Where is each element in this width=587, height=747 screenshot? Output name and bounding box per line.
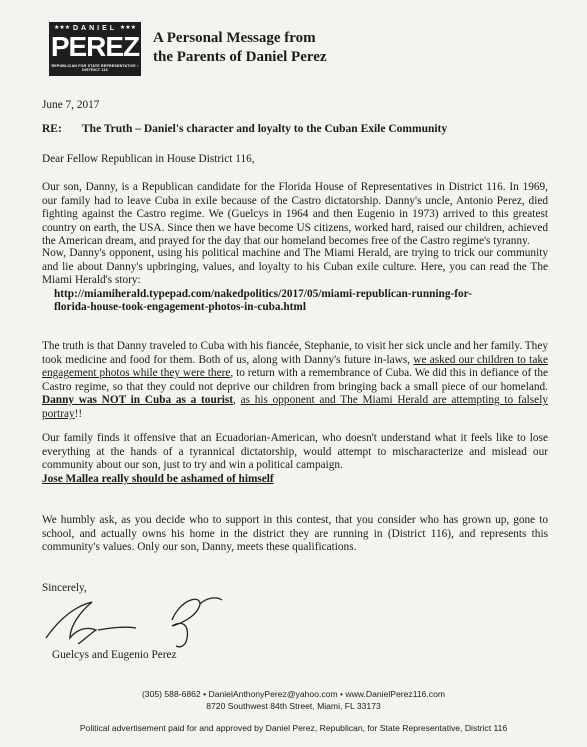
paragraph-3-text: !!	[74, 407, 83, 420]
paragraph-4	[42, 432, 548, 486]
bold-not-tourist: Danny was NOT in Cuba as a tourist	[42, 394, 234, 407]
logo-first-name: DANIEL	[72, 25, 118, 32]
contact-address: 8720 Southwest 84th Street, Miami, FL 33173	[206, 701, 381, 711]
logo-tagline: REPUBLICAN FOR STATE REPRESENTATIVE • DISTRICT 116	[51, 64, 139, 72]
paragraph-3-text: The truth is that Danny traveled to Cuba with his fiancée, Stephanie, to visit her sick uncle and her family. They took medicine and food for them. Both of us, along with Danny's future in-laws,	[42, 340, 548, 366]
star-icon: ★★★	[54, 25, 71, 31]
star-icon: ★★★	[119, 25, 136, 31]
article-link-line-1: http://miamiherald.typepad.com/nakedpolitics/2017/05/miami-republican-running-for-	[54, 287, 473, 300]
underlined-engagement-photos: we asked our children to take engagement photos while they were there	[42, 353, 548, 380]
paragraph-3-text: , to return with a remembrance of Cuba. We did this in defiance of the Castro regime, so that they could not deprive our children from bringing back a small piece of our homeland.	[42, 367, 548, 393]
paragraph-4-text: Our family finds it offensive that an Ecuadorian-American, who doesn't understand what it feels like to lose everything at the hands of a tyrannical dictatorship, would attempt to mischaracterize and mislead our community about our son, just to try and win a political campaign.	[42, 432, 548, 472]
article-link-line-2: florida-house-took-engagement-photos-in-cuba.html	[54, 301, 306, 314]
paragraph-3	[42, 340, 548, 422]
campaign-logo	[49, 22, 141, 76]
subject-text: The Truth – Daniel's character and loyalty to the Cuban Exile Community	[82, 123, 448, 135]
salutation: Dear Fellow Republican in House District 116,	[42, 153, 255, 165]
letter-date: June 7, 2017	[42, 99, 100, 111]
paragraph-1: Our son, Danny, is a Republican candidate for the Florida House of Representatives in District 116. In 1969, our family had to leave Cuba in exile because of the Castro dictatorship. Danny's uncle, Antonio Perez, died fighting against the Castro regime. We (Guelcys in 1964 and then Eugenio in 1973) arrived to this greatest country on earth, the USA. Since then we have become US citizens, worked hard, raised our children, achieved the American dream, and prayed for the day that our homeland becomes free of the Castro regime's tyranny.	[42, 181, 548, 248]
article-link	[42, 288, 548, 315]
bold-ashamed-statement: Jose Mallea really should be ashamed of himself	[42, 472, 274, 485]
heading-line-2: the Parents of Daniel Perez	[153, 49, 327, 65]
subject-line	[42, 123, 548, 137]
contact-line-1: (305) 588-6862 • DanielAnthonyPerez@yahoo.com • www.DanielPerez116.com	[141, 689, 446, 699]
subject-label: RE:	[42, 123, 62, 135]
contact-info	[0, 688, 587, 712]
paragraph-2	[42, 247, 548, 315]
letter-heading	[153, 29, 327, 67]
paragraph-2-text: Now, Danny's opponent, using his political machine and The Miami Herald, are trying to trick our community and lie about Danny's upbringing, values, and loyalty to his Cuban exile culture. Here, you can read the The Miami Herald's story:	[42, 247, 548, 287]
political-disclaimer: Political advertisement paid for and approved by Daniel Perez, Republican, for State Representative, District 116	[79, 723, 508, 733]
logo-last-name: PEREZ	[50, 31, 140, 62]
paragraph-3-text: ,	[233, 394, 241, 407]
underlined-falsely-portray: as his opponent and The Miami Herald are attempting to falsely portray	[42, 394, 548, 420]
closing: Sincerely,	[42, 582, 87, 594]
heading-line-1: A Personal Message from	[153, 30, 316, 46]
handwritten-signature	[40, 590, 250, 650]
paragraph-5: We humbly ask, as you decide who to support in this contest, that you consider who has grown up, gone to school, and actually owns his home in the district they are running in (District 116), and represents this community's values. Only our son, Danny, meets these qualifications.	[42, 514, 548, 554]
signer-names: Guelcys and Eugenio Perez	[52, 649, 177, 661]
